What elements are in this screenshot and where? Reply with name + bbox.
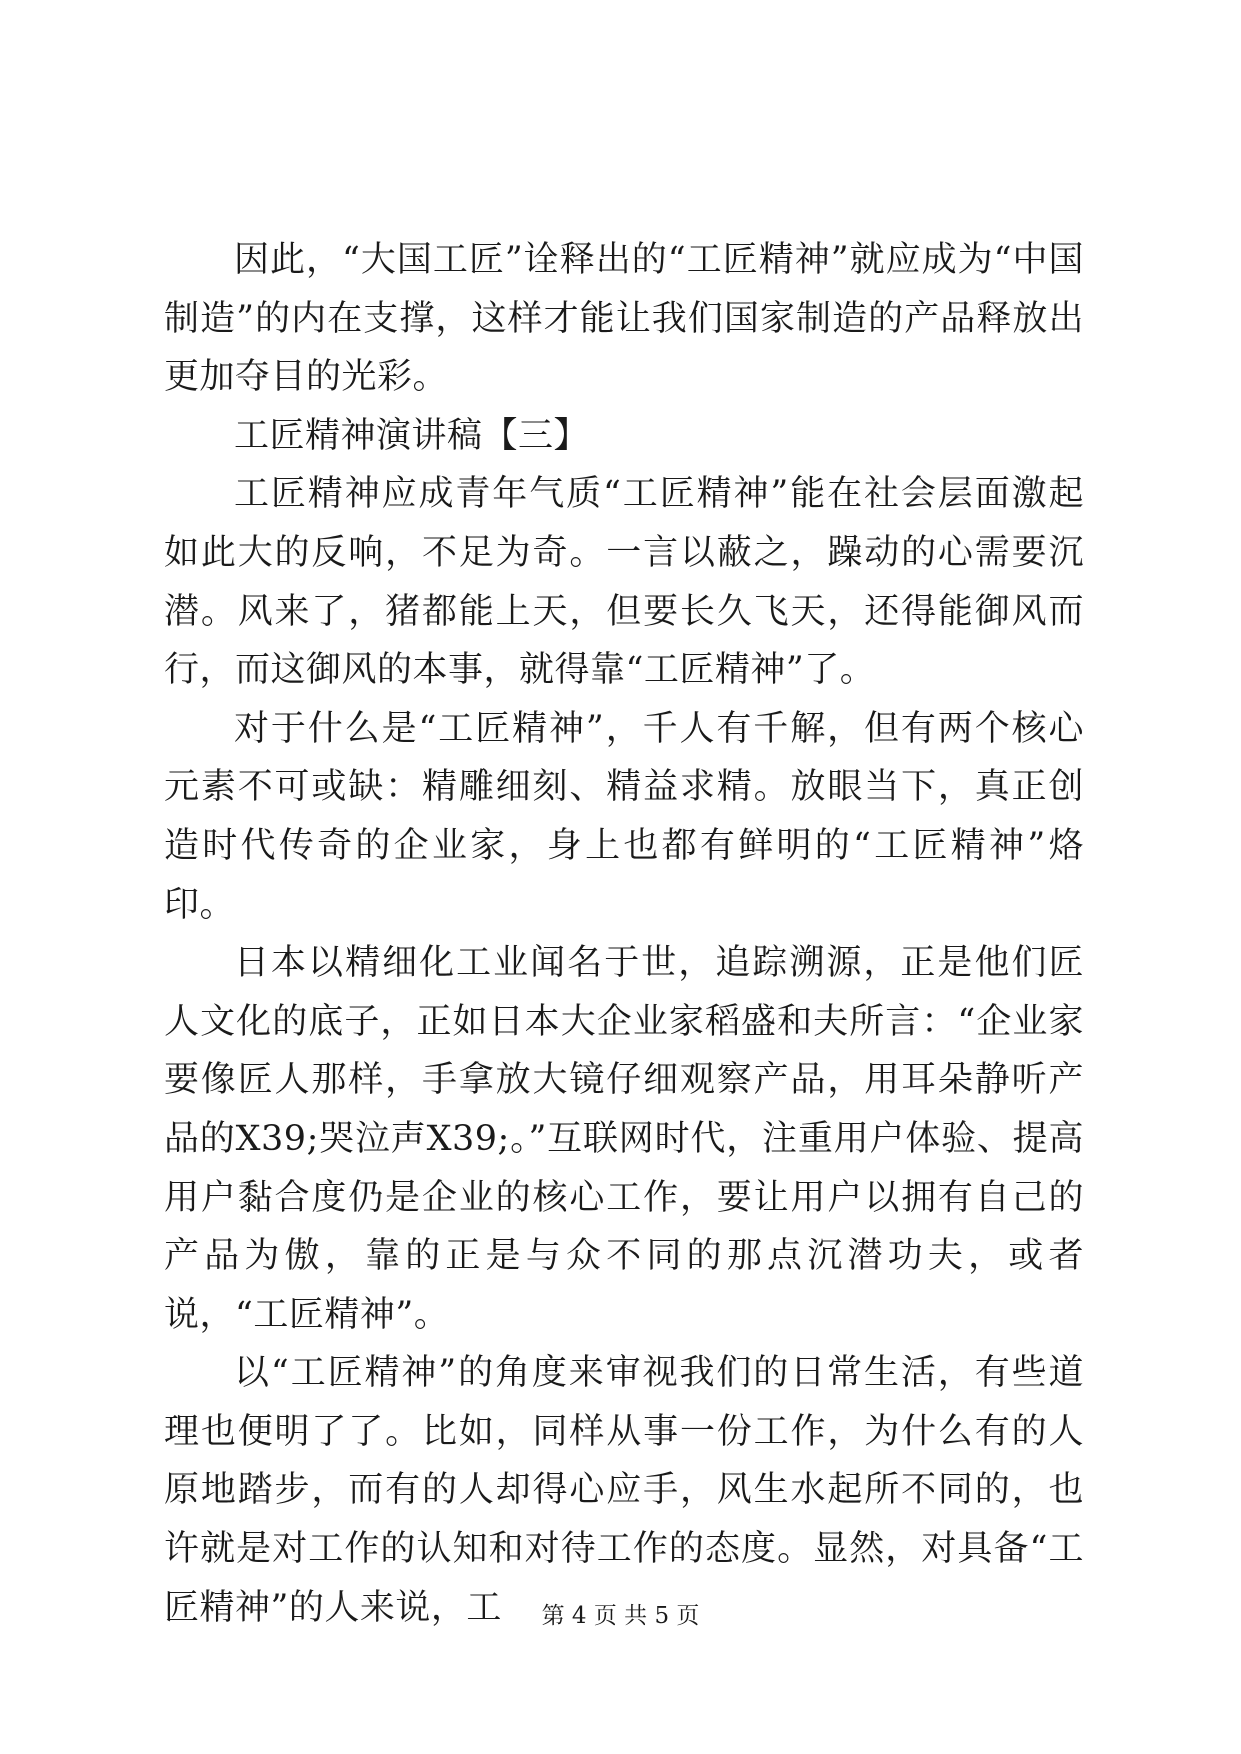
page-number-footer: 第 4 页 共 5 页 xyxy=(541,1603,700,1629)
paragraph: 对于什么是“工匠精神”，千人有千解，但有两个核心元素不可或缺：精雕细刻、精益求精。放眼当下，真正创造时代传奇的企业家，身上也都有鲜明的“工匠精神”烙印。 xyxy=(164,708,1084,925)
paragraph: 以“工匠精神”的角度来审视我们的日常生活，有些道理也便明了了。比如，同样从事一份工作，为什么有的人原地踏步，而有的人却得心应手，风生水起所不同的，也许就是对工作的认知和对待工作的态度。显然，对具备“工匠精神”的人来说，工 xyxy=(164,1353,1084,1628)
paragraph: 因此，“大国工匠”诠释出的“工匠精神”就应成为“中国制造”的内在支撑，这样才能让我们国家制造的产品释放出更加夺目的光彩。 xyxy=(164,240,1084,398)
document-body xyxy=(164,231,1084,1637)
section-heading: 工匠精神演讲稿【三】 xyxy=(234,415,590,456)
paragraph: 日本以精细化工业闻名于世，追踪溯源，正是他们匠人文化的底子，正如日本大企业家稻盛和夫所言：“企业家要像匠人那样，手拿放大镜仔细观察产品，用耳朵静听产品的X39;哭泣声X39;。”互联网时代，注重用户体验、提高用户黏合度仍是企业的核心工作，要让用户以拥有自己的产品为傲，靠的正是与众不同的那点沉潜功夫，或者说，“工匠精神”。 xyxy=(164,943,1084,1335)
paragraph: 工匠精神应成青年气质“工匠精神”能在社会层面激起如此大的反响，不足为奇。一言以蔽之，躁动的心需要沉潜。风来了，猪都能上天，但要长久飞天，还得能御风而行，而这御风的本事，就得靠“工匠精神”了。 xyxy=(164,474,1084,691)
